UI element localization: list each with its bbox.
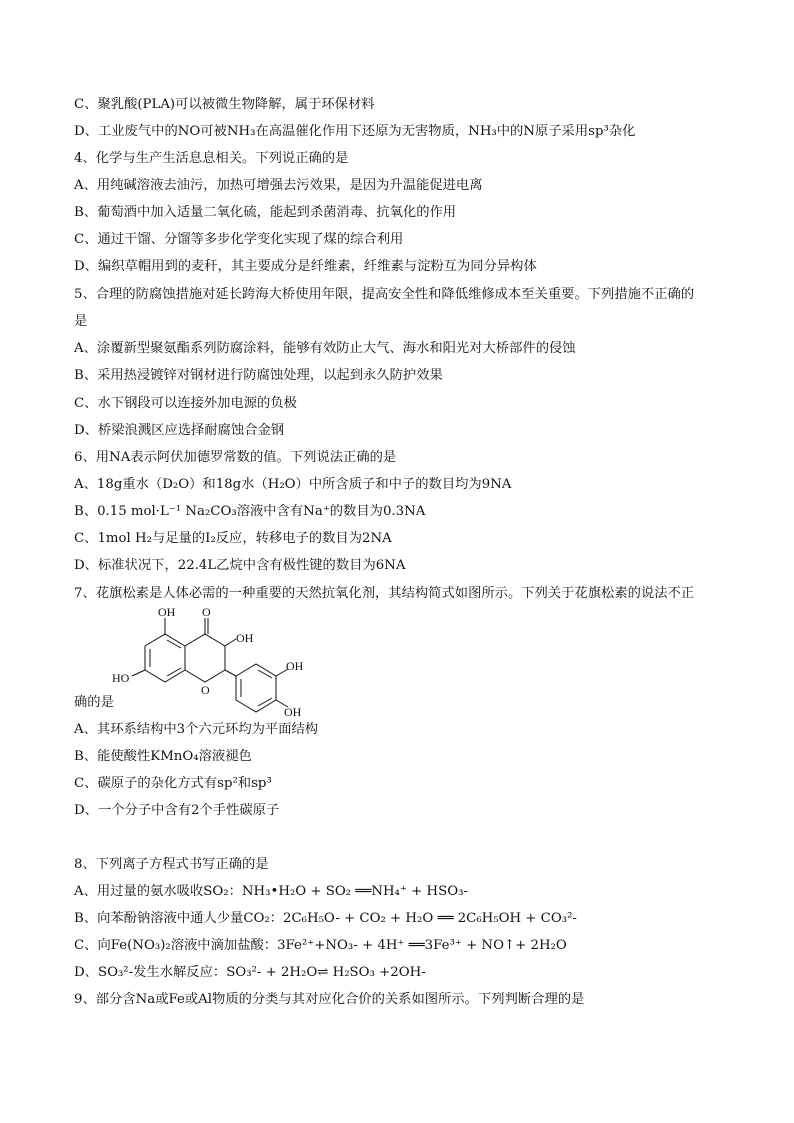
ho-bond-left [132,670,145,676]
q7-option-c: C、碳原子的杂化方式有sp²和sp³ [74,776,272,791]
label-ho-left: HO [112,671,130,685]
q8-option-c: C、向Fe(NO₃)₂溶液中滴加盐酸：3Fe²⁺+NO₃- + 4H⁺ ══3Fe³⁺ + NO↑+ 2H₂O [74,938,567,953]
question-4: 4、化学与生产生活息息相关。下列说正确的是 [74,151,349,166]
ring-a [145,634,185,682]
q4-option-d: D、编织草帽用到的麦秆，其主要成分是纤维素，纤维素与淀粉互为同分异构体 [74,259,537,274]
q7-option-b: B、能使酸性KMnO₄溶液褪色 [74,749,252,764]
q6-option-a: A、18g重水（D₂O）和18g水（H₂O）中所含质子和中子的数目均为9NA [74,477,512,492]
q5-option-a: A、涂覆新型聚氨酯系列防腐涂料，能够有效防止大气、海水和阳光对大桥部件的侵蚀 [74,341,576,356]
q4-option-a: A、用纯碱溶液去油污，加热可增强去污效果，是因为升温能促进电离 [74,178,483,193]
q8-option-a: A、用过量的氨水吸收SO₂：NH₃•H₂O + SO₂ ══NH₄⁺ + HSO₃- [74,884,468,899]
question-5-cont: 是 [74,314,88,329]
ring-b-double-3 [258,698,272,706]
ring-a-double-2 [167,640,181,648]
option-d-no-nh3: D、工业废气中的NO可被NH₃在高温催化作用下还原为无害物质，NH₃中的N原子采用sp³杂化 [74,124,636,139]
taxifolin-structure [110,606,310,716]
question-9: 9、部分含Na或Fe或Al物质的分类与其对应化合价的关系如图所示。下列判断合理的是 [74,992,585,1007]
q7-option-d: D、一个分子中含有2个手性碳原子 [74,803,280,818]
label-oh-top: OH [158,606,176,619]
question-7: 7、花旗松素是人体必需的一种重要的天然抗氧化剂，其结构简式如图所示。下列关于花旗松素的说法不正 [74,586,695,601]
question-8: 8、下列离子方程式书写正确的是 [74,857,269,872]
question-5: 5、合理的防腐蚀措施对延长跨海大桥使用年限，提高安全性和降低维修成本至关重要。下列措施不正确的 [74,287,695,302]
question-6: 6、用NA表示阿伏加德罗常数的值。下列说法正确的是 [74,450,397,465]
q6-option-d: D、标准状况下，22.4L乙烷中含有极性键的数目为6NA [74,558,406,573]
q7-option-a: A、其环系结构中3个六元环均为平面结构 [74,722,319,737]
label-oh-b1: OH [286,659,304,673]
label-o-carbonyl: O [202,606,211,619]
q8-option-b: B、向苯酚钠溶液中通人少量CO₂：2C₆H₅O- + CO₂ + H₂O ══ 2C₆H₅OH + CO₃²- [74,911,577,926]
label-o-ring: O [201,683,210,697]
option-c-pla: C、聚乳酸(PLA)可以被微生物降解，属于环保材料 [74,97,375,112]
q6-option-c: C、1mol H₂与足量的I₂反应，转移电子的数目为2NA [74,531,392,546]
q8-option-d: D、SO₃²-发生水解反应：SO₃²- + 2H₂O⇌ H₂SO₃ +2OH- [74,965,426,980]
q4-option-b: B、葡萄酒中加入适量二氧化硫，能起到杀菌消毒、抗氧化的作用 [74,205,457,220]
ring-c [185,634,225,682]
q5-option-b: B、采用热浸镀锌对钢材进行防腐蚀处理，以起到永久防护效果 [74,368,443,383]
label-oh-b2: OH [284,705,302,716]
question-7-cont: 确的是 [74,695,114,710]
q5-option-d: D、桥梁浪溅区应选择耐腐蚀合金钢 [74,423,285,438]
q5-option-c: C、水下钢段可以连接外加电源的负极 [74,396,297,411]
q6-option-b: B、0.15 mol·L⁻¹ Na₂CO₃溶液中含有Na⁺的数目为0.3NA [74,504,426,519]
ring-b-double-2 [258,670,272,678]
c2-ringb-bond [225,670,236,676]
ring-b [236,664,276,712]
oh-bond-c3 [225,639,236,646]
ring-a-double-3 [167,668,181,676]
q4-option-c: C、通过干馏、分馏等多步化学变化实现了煤的综合利用 [74,232,404,247]
label-oh-c3: OH [236,631,254,645]
